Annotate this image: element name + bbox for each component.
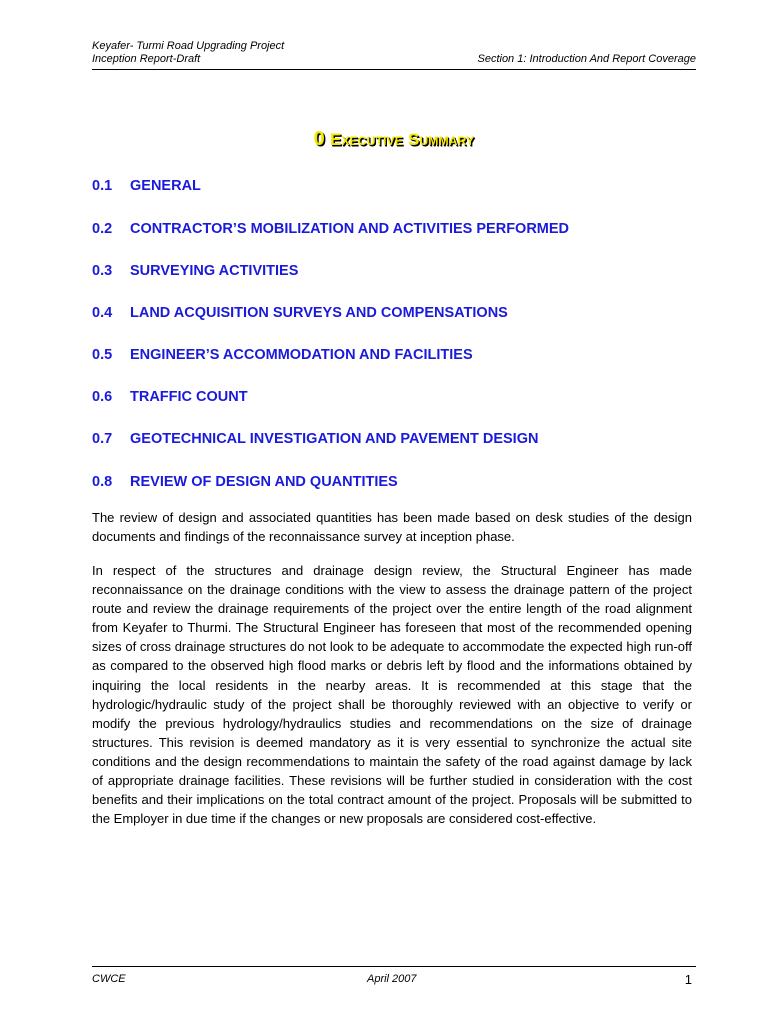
project-name: Keyafer- Turmi Road Upgrading Project [92, 40, 285, 52]
section-name: Section 1: Introduction And Report Coverage [477, 53, 696, 65]
report-name: Inception Report-Draft [92, 53, 201, 65]
section-label: GEOTECHNICAL INVESTIGATION AND PAVEMENT DESIGN [130, 431, 539, 447]
section-heading-geotechnical [92, 431, 538, 447]
title-number: 0 [313, 128, 325, 150]
section-heading-surveying [92, 263, 298, 279]
footer-divider [92, 966, 696, 967]
page-header [92, 39, 696, 70]
section-label: REVIEW OF DESIGN AND QUANTITIES [130, 474, 398, 490]
section-heading-accommodation [92, 347, 473, 363]
section-number: 0.3 [92, 263, 113, 279]
section-heading-mobilization [92, 221, 569, 237]
body-paragraph: In respect of the structures and drainage design review, the Structural Engineer has made reconnaissance on the drainage conditions with the view to assess the drainage pattern of the project route and review the drainage requirements of the project over the entire length of the road alignment from Keyafer to Thurmi. The Structural Engineer has foreseen that most of the recommended opening sizes of cross drainage structures do not look to be adequate to accommodate the expected high run-off as compared to the observed high flood marks or debris left by flood and the informations obtained by inquiring the local residents in the nearby areas. It is recommended at this stage that the hydrologic/hydraulic study of the project shall be thoroughly reviewed with an objective to verify or modify the previous hydrology/hydraulics studies and recommendations on the size of drainage structures. This revision is deemed mandatory as it is very essential to synchronize the actual site conditions and the design recommendations to maintain the safety of the road against damage by lack of appropriate drainage facilities. These revisions will be further studied in consideration with the cost benefits and their implications on the total contract amount of the project. Proposals will be submitted to the Employer in due time if the changes or new proposals are considered cost-effective. [92, 563, 692, 827]
body-paragraph: The review of design and associated quantities has been made based on desk studies of the design documents and findings of the reconnaissance survey at inception phase. [92, 510, 692, 545]
section-number: 0.5 [92, 347, 113, 363]
section-label: ENGINEER’S ACCOMMODATION AND FACILITIES [130, 347, 473, 363]
section-heading-review-design [92, 474, 398, 490]
section-label: CONTRACTOR’S MOBILIZATION AND ACTIVITIES PERFORMED [130, 221, 570, 237]
section-heading-general [92, 178, 201, 194]
section-heading-traffic-count [92, 389, 248, 405]
title-text: Executive Summary [329, 130, 475, 149]
section-number: 0.6 [92, 389, 113, 405]
section-number: 0.8 [92, 474, 113, 490]
section-label: TRAFFIC COUNT [130, 389, 248, 405]
section-number: 0.1 [92, 178, 113, 194]
section-number: 0.4 [92, 305, 113, 321]
section-number: 0.2 [92, 221, 113, 237]
section-label: GENERAL [130, 178, 201, 194]
page-number: 1 [684, 972, 692, 987]
section-label: SURVEYING ACTIVITIES [130, 263, 299, 279]
section-label: LAND ACQUISITION SURVEYS AND COMPENSATIONS [130, 305, 508, 321]
footer-date: April 2007 [367, 973, 417, 985]
footer-company: CWCE [92, 973, 126, 985]
section-heading-land-acquisition [92, 305, 508, 321]
section-number: 0.7 [92, 431, 113, 447]
page-title [92, 128, 696, 151]
